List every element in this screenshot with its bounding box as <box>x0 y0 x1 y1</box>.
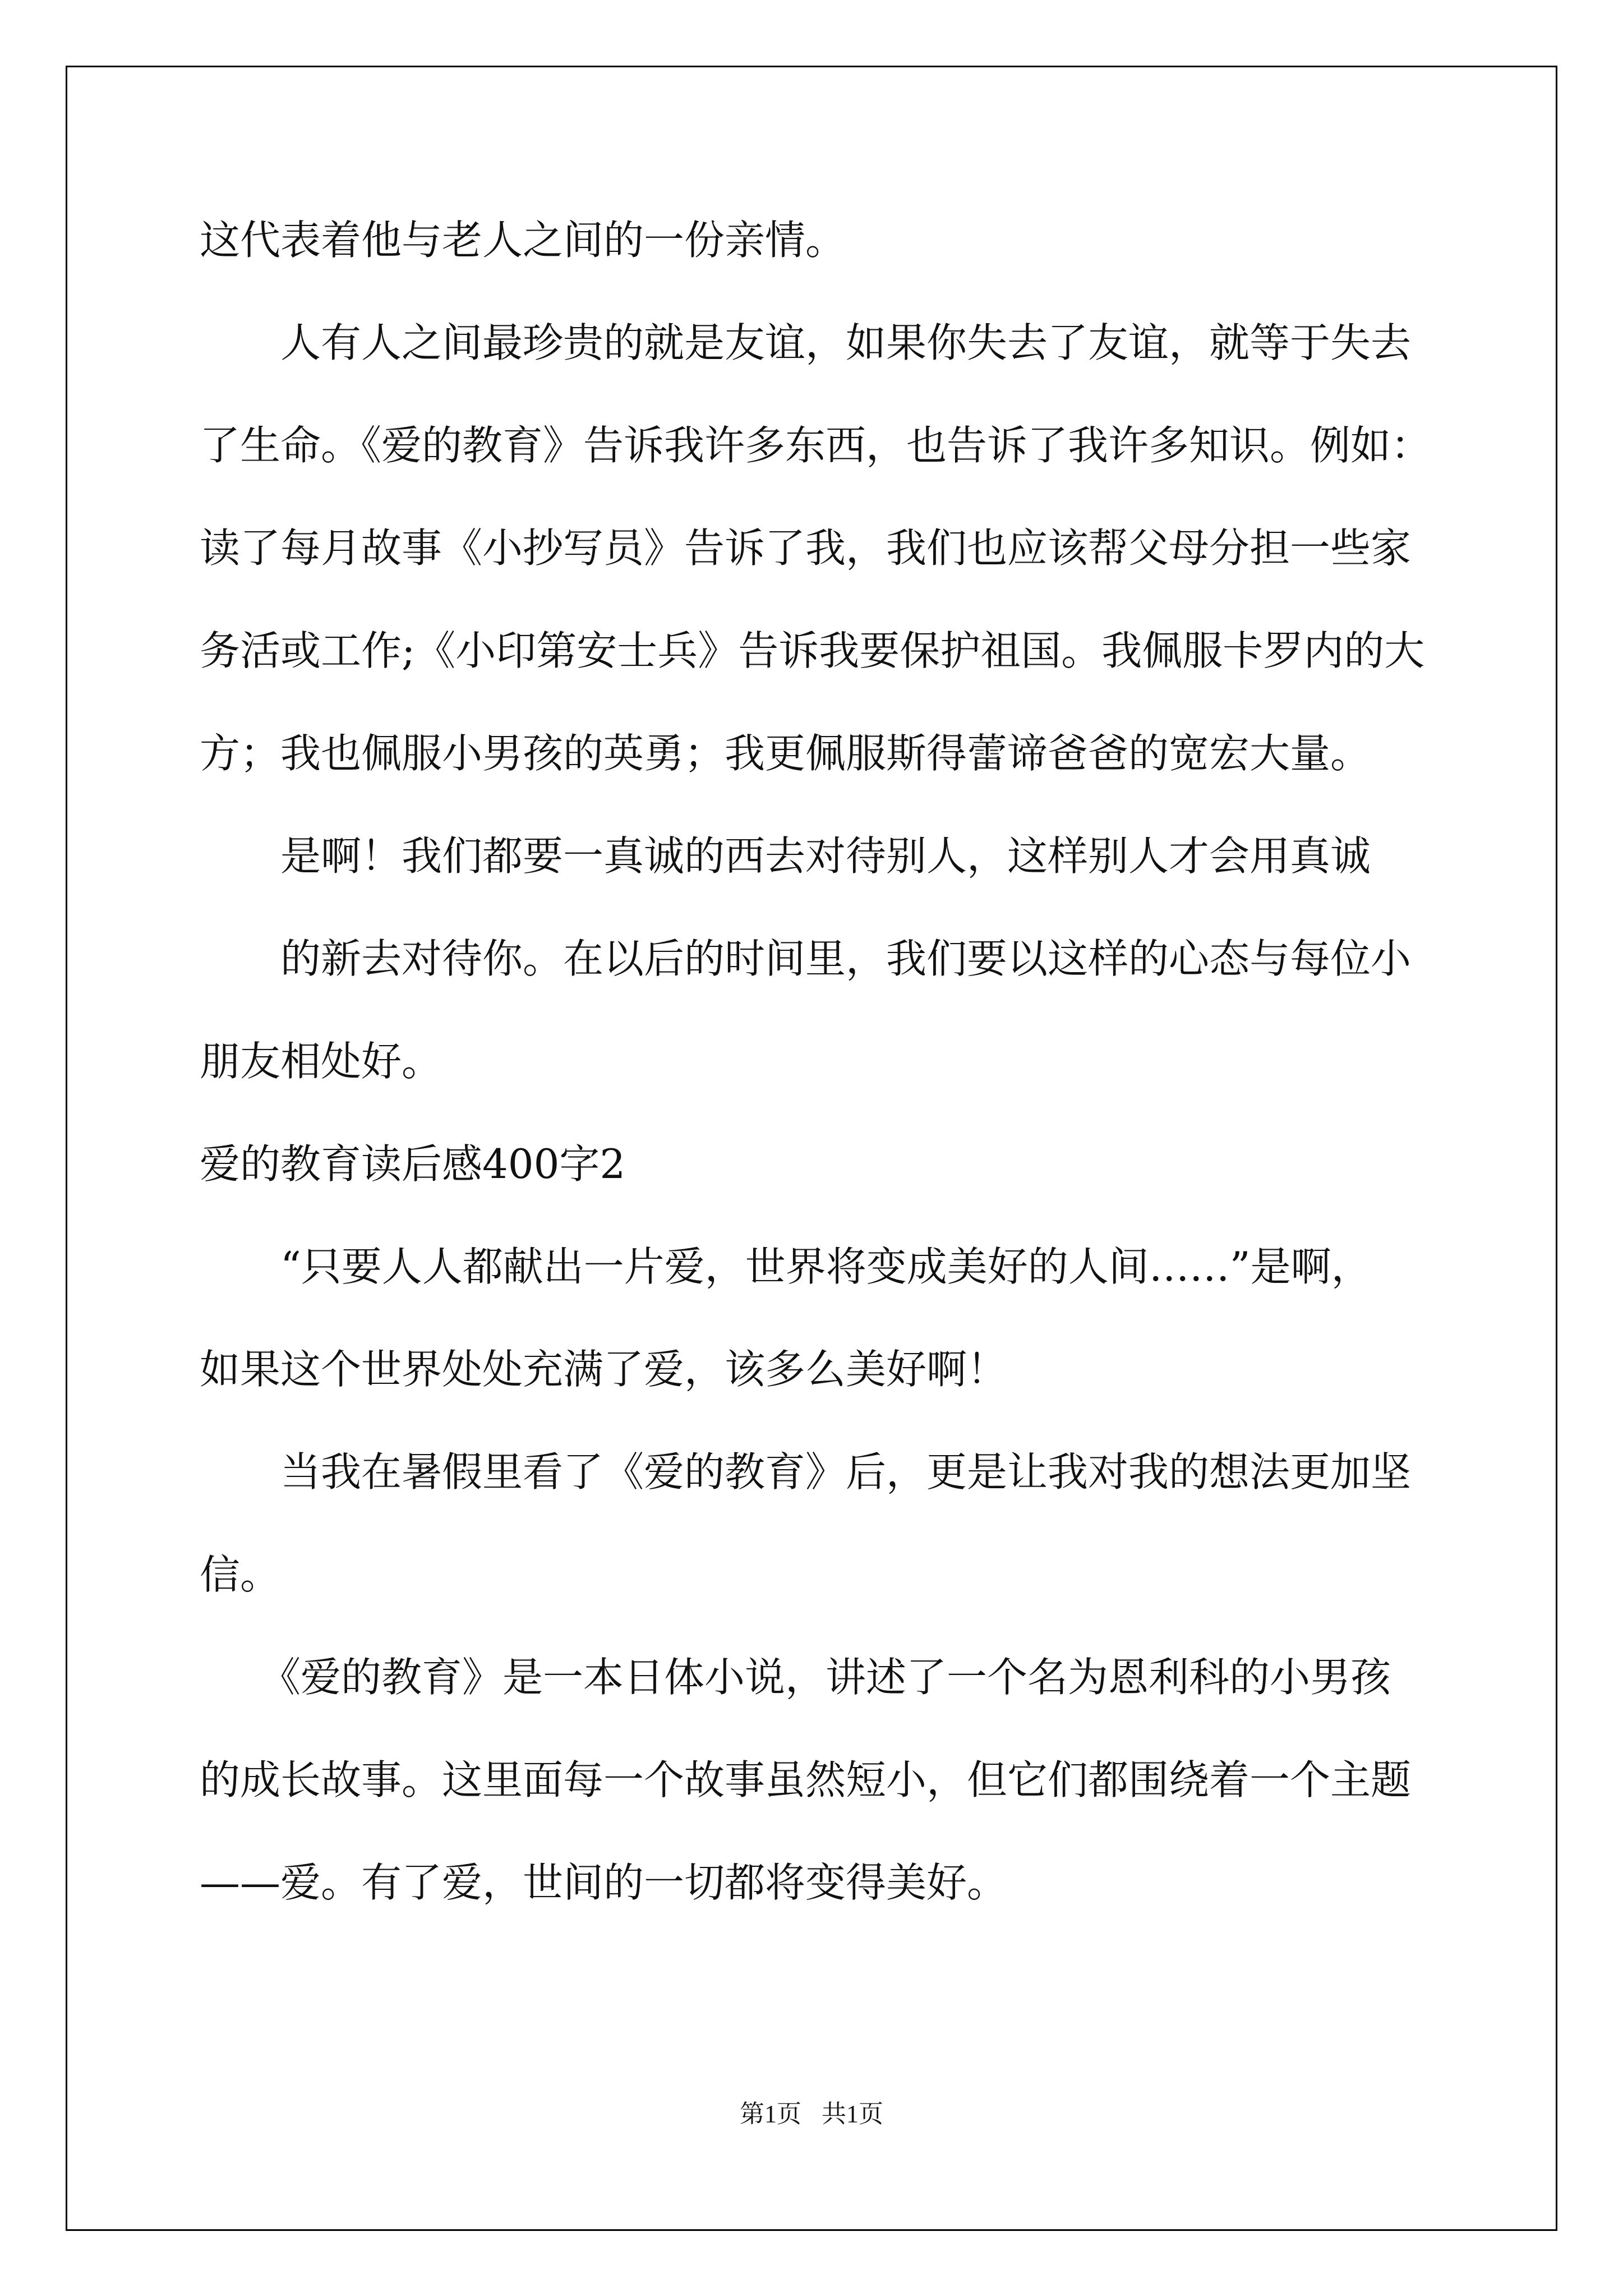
page-total: 共1页 <box>822 2100 883 2128</box>
paragraph-line: 务活或工作;《小印第安士兵》告诉我要保护祖国。我佩服卡罗内的大 <box>200 627 1425 674</box>
paragraph-line: 人有人之间最珍贵的就是友谊，如果你失去了友谊，就等于失去 <box>200 319 1412 366</box>
page-footer <box>0 2093 1623 2129</box>
paragraph-line: 当我在暑假里看了《爱的教育》后，更是让我对我的想法更加坚 <box>200 1448 1412 1496</box>
paragraph-line: 这代表着他与老人之间的一份亲情。 <box>200 217 846 264</box>
paragraph-line: 朋友相处好。 <box>200 1038 442 1085</box>
paragraph-line: 了生命。《爱的教育》告诉我许多东西，也告诉了我许多知识。例如： <box>200 422 1432 469</box>
page-number: 第1页 <box>740 2100 801 2128</box>
paragraph-line: 方；我也佩服小男孩的英勇；我更佩服斯得蕾谛爸爸的宽宏大量。 <box>200 730 1371 777</box>
paragraph-line: ——爱。有了爱，世间的一切都将变得美好。 <box>200 1859 1008 1906</box>
paragraph-line: 《爱的教育》是一本日体小说，讲述了一个名为恩利科的小男孩 <box>200 1654 1391 1701</box>
paragraph-line: 信。 <box>200 1551 281 1598</box>
paragraph-line: 如果这个世界处处充满了爱，该多么美好啊！ <box>200 1346 1008 1393</box>
paragraph-line: 的成长故事。这里面每一个故事虽然短小，但它们都围绕着一个主题 <box>200 1756 1412 1803</box>
paragraph-line: “只要人人都献出一片爱，世界将变成美好的人间……”是啊， <box>200 1243 1372 1290</box>
paragraph-line: 读了每月故事《小抄写员》告诉了我，我们也应该帮父母分担一些家 <box>200 524 1412 572</box>
paragraph-line: 是啊！我们都要一真诚的西去对待别人，这样别人才会用真诚 <box>200 832 1371 880</box>
section-heading: 爱的教育读后感400字2 <box>200 1140 626 1188</box>
paragraph-line: 的新去对待你。在以后的时间里，我们要以这样的心态与每位小 <box>200 935 1412 982</box>
